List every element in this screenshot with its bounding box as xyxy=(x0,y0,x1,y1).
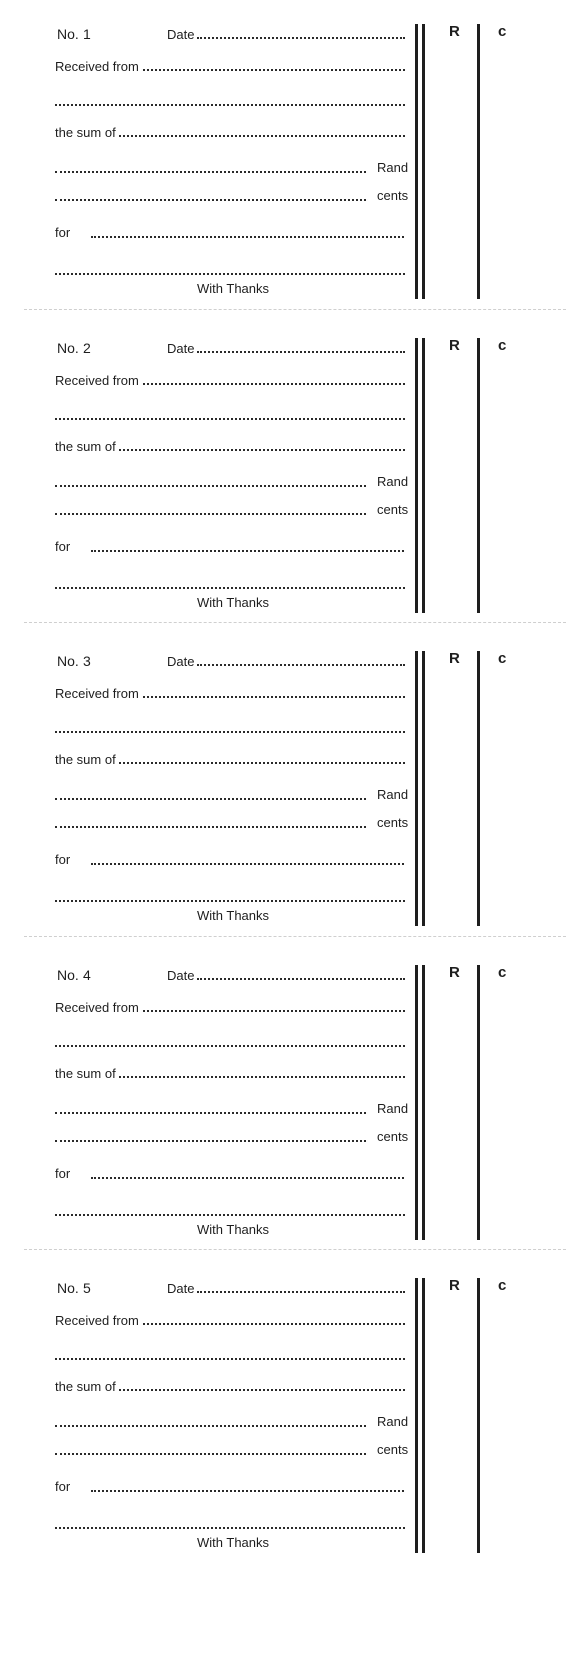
receipt-number: 5 xyxy=(83,1280,91,1296)
amount-column-left-rule xyxy=(415,24,418,299)
rand-column-header: R xyxy=(449,23,460,40)
rand-field[interactable] xyxy=(55,798,366,800)
cents-field[interactable] xyxy=(55,1140,366,1142)
rand-field[interactable] xyxy=(55,171,366,173)
received-from-field[interactable] xyxy=(143,1323,405,1325)
receipt-number: 1 xyxy=(83,26,91,42)
receipt xyxy=(0,1254,566,1587)
for-label: for xyxy=(55,225,71,240)
with-thanks-text: With Thanks xyxy=(197,594,270,610)
sum-field[interactable] xyxy=(119,1389,405,1391)
sum-label: the sum of xyxy=(55,1379,116,1394)
receipt-number: 4 xyxy=(83,966,91,983)
rand-cents-divider xyxy=(477,338,480,613)
sum-label: the sum of xyxy=(55,438,116,454)
date-field[interactable] xyxy=(197,1291,405,1293)
rand-column-header: R xyxy=(449,1277,460,1294)
received-from-field-line-2[interactable] xyxy=(55,731,405,733)
receipt xyxy=(0,0,566,333)
cents-field[interactable] xyxy=(55,1453,366,1455)
amount-column-left-rule-inner xyxy=(422,1278,425,1553)
receipt-number: 3 xyxy=(83,653,91,669)
perforation-line xyxy=(24,309,566,310)
amount-column-left-rule-inner xyxy=(422,965,425,1240)
rand-cents-divider xyxy=(477,965,480,1240)
rand-column-header: R xyxy=(449,336,460,354)
date-field[interactable] xyxy=(197,351,405,353)
date-label: Date xyxy=(167,27,195,42)
sum-label: the sum of xyxy=(55,125,116,140)
amount-column-left-rule xyxy=(415,1278,418,1553)
receipt-number-label: No. xyxy=(57,339,79,356)
rand-label: Rand xyxy=(377,787,409,802)
cents-label: cents xyxy=(377,1442,409,1457)
cents-column-header: c xyxy=(498,23,507,40)
for-field-line-2[interactable] xyxy=(55,587,405,589)
rand-field[interactable] xyxy=(55,1112,366,1114)
received-from-label: Received from xyxy=(55,59,139,74)
with-thanks-text: With Thanks xyxy=(197,1535,270,1550)
received-from-label: Received from xyxy=(55,686,139,701)
for-field-line-2[interactable] xyxy=(55,1214,405,1216)
received-from-field[interactable] xyxy=(143,1010,405,1012)
receipt xyxy=(0,314,566,647)
rand-column-header: R xyxy=(449,650,460,667)
receipt-number-label: No. xyxy=(57,966,79,983)
with-thanks-text: With Thanks xyxy=(197,1221,270,1237)
received-from-label: Received from xyxy=(55,999,139,1015)
received-from-field-line-2[interactable] xyxy=(55,418,405,420)
with-thanks-text: With Thanks xyxy=(197,908,270,923)
date-label: Date xyxy=(167,340,195,356)
sum-field[interactable] xyxy=(119,762,405,764)
for-field[interactable] xyxy=(91,236,404,238)
sum-field[interactable] xyxy=(119,449,405,451)
date-label: Date xyxy=(167,654,195,669)
date-label: Date xyxy=(167,967,195,983)
amount-column-left-rule xyxy=(415,338,418,613)
amount-column-left-rule-inner xyxy=(422,24,425,299)
rand-label: Rand xyxy=(377,160,409,175)
receipt xyxy=(0,627,566,960)
receipt-number: 2 xyxy=(83,339,91,356)
cents-label: cents xyxy=(377,1128,409,1144)
amount-column-left-rule-inner xyxy=(422,651,425,926)
cents-field[interactable] xyxy=(55,513,366,515)
for-field[interactable] xyxy=(91,1490,404,1492)
perforation-line xyxy=(24,936,566,937)
sum-label: the sum of xyxy=(55,1065,116,1081)
sum-field[interactable] xyxy=(119,135,405,137)
date-field[interactable] xyxy=(197,37,405,39)
rand-cents-divider xyxy=(477,651,480,926)
for-field-line-2[interactable] xyxy=(55,900,405,902)
receipt-number-label: No. xyxy=(57,1280,79,1296)
rand-cents-divider xyxy=(477,24,480,299)
with-thanks-text: With Thanks xyxy=(197,281,270,296)
sum-field[interactable] xyxy=(119,1076,405,1078)
sum-label: the sum of xyxy=(55,752,116,767)
cents-label: cents xyxy=(377,815,409,830)
received-from-label: Received from xyxy=(55,372,139,388)
for-label: for xyxy=(55,1165,71,1181)
received-from-field[interactable] xyxy=(143,69,405,71)
received-from-field-line-2[interactable] xyxy=(55,104,405,106)
rand-field[interactable] xyxy=(55,1425,366,1427)
date-field[interactable] xyxy=(197,978,405,980)
for-field-line-2[interactable] xyxy=(55,273,405,275)
cents-label: cents xyxy=(377,501,409,517)
rand-column-header: R xyxy=(449,963,460,981)
received-from-label: Received from xyxy=(55,1313,139,1328)
cents-column-header: c xyxy=(498,650,507,667)
amount-column-left-rule xyxy=(415,651,418,926)
rand-label: Rand xyxy=(377,473,409,489)
for-field[interactable] xyxy=(91,863,404,865)
received-from-field[interactable] xyxy=(143,696,405,698)
perforation-line xyxy=(24,622,566,623)
amount-column-left-rule-inner xyxy=(422,338,425,613)
for-field[interactable] xyxy=(91,550,404,552)
received-from-field[interactable] xyxy=(143,383,405,385)
cents-field[interactable] xyxy=(55,826,366,828)
rand-label: Rand xyxy=(377,1414,409,1429)
rand-field[interactable] xyxy=(55,485,366,487)
for-label: for xyxy=(55,1479,71,1494)
cents-field[interactable] xyxy=(55,199,366,201)
date-field[interactable] xyxy=(197,664,405,666)
rand-cents-divider xyxy=(477,1278,480,1553)
received-from-field-line-2[interactable] xyxy=(55,1045,405,1047)
for-field-line-2[interactable] xyxy=(55,1527,405,1529)
amount-column-left-rule xyxy=(415,965,418,1240)
for-label: for xyxy=(55,852,71,867)
receipt-number-label: No. xyxy=(57,26,79,42)
for-field[interactable] xyxy=(91,1177,404,1179)
date-label: Date xyxy=(167,1281,195,1296)
cents-label: cents xyxy=(377,188,409,203)
cents-column-header: c xyxy=(498,1277,507,1294)
perforation-line xyxy=(24,1249,566,1250)
received-from-field-line-2[interactable] xyxy=(55,1358,405,1360)
receipt-number-label: No. xyxy=(57,653,79,669)
rand-label: Rand xyxy=(377,1100,409,1116)
cents-column-header: c xyxy=(498,336,507,354)
receipt xyxy=(0,941,566,1274)
cents-column-header: c xyxy=(498,963,507,981)
for-label: for xyxy=(55,538,71,554)
